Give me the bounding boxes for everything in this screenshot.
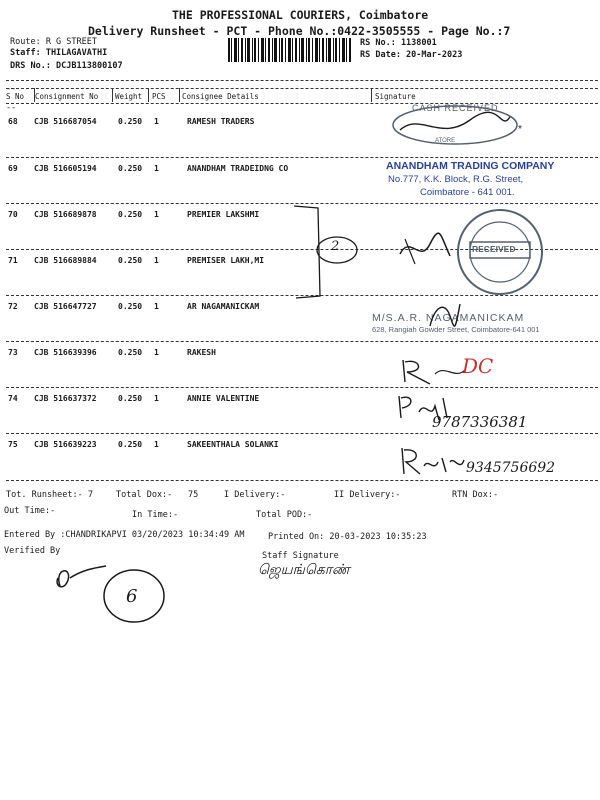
row-sno: 69 — [8, 164, 18, 173]
row-pcs: 1 — [154, 164, 159, 173]
row-consignment: CJB 516637372 — [34, 394, 97, 403]
out-time: Out Time:- — [4, 506, 56, 516]
row-consignee: PREMISER LAKH,MI — [187, 256, 265, 265]
row-sno: 72 — [8, 302, 18, 311]
verified-signature — [50, 556, 170, 626]
row-74-phone: 9787336381 — [432, 413, 528, 431]
row-consignment: CJB 516687054 — [34, 117, 97, 126]
col-sep — [148, 88, 149, 102]
row-consignment: CJB 516647727 — [34, 302, 97, 311]
row-consignment: CJB 516639223 — [34, 440, 97, 449]
nagamanickam-address: 628, Rangiah Gowder Street, Coimbatore-641 001 — [372, 325, 540, 334]
col-sep — [34, 88, 35, 102]
row-sno: 73 — [8, 348, 18, 357]
row-sno: 74 — [8, 394, 18, 403]
row-72-signature — [425, 296, 465, 336]
barcode — [228, 38, 353, 62]
row-weight: 0.250 — [118, 302, 143, 311]
cash-received-text: CASH RECEIVED — [412, 103, 499, 113]
rtn-dox: RTN Dox:- — [452, 490, 499, 500]
nagamanickam-stamp: M/S.A.R. NAGAMANICKAM — [372, 312, 525, 324]
row-consignee: ANNIE VALENTINE — [187, 394, 260, 403]
row-weight: 0.250 — [118, 164, 143, 173]
row-pcs: 1 — [154, 440, 159, 449]
row-pcs: 1 — [154, 302, 159, 311]
row-divider — [6, 341, 598, 342]
col-sno: S No — [6, 92, 25, 101]
row-consignment: CJB 516689884 — [34, 256, 97, 265]
row-sno: 68 — [8, 117, 18, 126]
rs-date: RS Date: 20-Mar-2023 — [360, 50, 463, 60]
i-delivery: I Delivery:- — [224, 490, 286, 500]
route-label: Route: R G STREET — [10, 37, 97, 47]
row-divider — [6, 433, 598, 434]
row-consignment: CJB 516689878 — [34, 210, 97, 219]
row-weight: 0.250 — [118, 348, 143, 357]
row-weight: 0.250 — [118, 256, 143, 265]
header-top-rule — [6, 80, 598, 81]
row-weight: 0.250 — [118, 117, 143, 126]
entered-by: Entered By :CHANDRIKAPVI 03/20/2023 10:34:49 AM — [4, 530, 245, 540]
row-consignee: SAKEENTHALA SOLANKI — [187, 440, 279, 449]
row-75-phone: 9345756692 — [466, 460, 556, 476]
row-weight: 0.250 — [118, 210, 143, 219]
verified-circled-6: 6 — [126, 586, 138, 607]
in-time: In Time:- — [132, 510, 179, 520]
total-dox-label: Total Dox:- — [116, 490, 173, 500]
total-dox-value: 75 — [188, 490, 199, 500]
row-75-signature — [398, 444, 468, 480]
row-pcs: 1 — [154, 256, 159, 265]
row-consignment: CJB 516605194 — [34, 164, 97, 173]
row-consignment: CJB 516639396 — [34, 348, 97, 357]
row-weight: 0.250 — [118, 394, 143, 403]
svg-text:*: * — [518, 124, 522, 135]
staff-signature-label: Staff Signature — [262, 551, 339, 561]
tot-runsheet: Tot. Runsheet:- 7 — [6, 490, 93, 500]
row-pcs: 1 — [154, 117, 159, 126]
header-dash-mark: -- — [6, 84, 17, 94]
col-sep — [112, 88, 113, 102]
header-dash-mark: -- — [6, 103, 17, 113]
anandham-address-line2: Coimbatore - 641 001. — [420, 187, 515, 198]
row-consignee: ANANDHAM TRADEIDNG CO — [187, 164, 289, 173]
drs-number: DRS No.: DCJB113800107 — [10, 61, 123, 71]
col-pcs: PCS — [152, 92, 166, 101]
total-pod: Total POD:- — [256, 510, 313, 520]
runsheet-subtitle: Delivery Runsheet - PCT - Phone No.:0422-3505555 - Page No.:7 — [88, 24, 511, 38]
col-weight: Weight — [115, 92, 143, 101]
row-consignee: AR NAGAMANICKAM — [187, 302, 260, 311]
row-sno: 70 — [8, 210, 18, 219]
row-73-dc-mark: DC — [462, 354, 494, 378]
received-seal-text: RECEIVED — [472, 244, 516, 254]
rs-number: RS No.: 1138001 — [360, 38, 437, 48]
ii-delivery: II Delivery:- — [334, 490, 401, 500]
row-divider — [6, 157, 598, 158]
row-pcs: 1 — [154, 210, 159, 219]
staff-label: Staff: THILAGAVATHI — [10, 48, 108, 58]
col-consignee: Consignee Details — [182, 92, 259, 101]
anandham-address-line1: No.777, K.K. Block, R.G. Street, — [388, 174, 524, 185]
col-sep — [179, 88, 180, 102]
anandham-company-stamp: ANANDHAM TRADING COMPANY — [386, 160, 555, 172]
row-weight: 0.250 — [118, 440, 143, 449]
col-consignment: Consignment No — [35, 92, 99, 101]
verified-by: Verified By — [4, 546, 61, 556]
svg-text:ATORE: ATORE — [435, 138, 456, 144]
handwritten-2: 2 — [331, 239, 340, 254]
row-sno: 71 — [8, 256, 18, 265]
rows-70-71-marks — [290, 204, 580, 304]
staff-signature: ஜெயங்கொண் — [258, 562, 350, 578]
row-consignee: PREMIER LAKSHMI — [187, 210, 260, 219]
row-pcs: 1 — [154, 348, 159, 357]
col-sep — [371, 88, 372, 102]
row-consignee: RAKESH — [187, 348, 216, 357]
row-divider — [6, 480, 598, 481]
company-title: THE PROFESSIONAL COURIERS, Coimbatore — [172, 8, 429, 22]
row-pcs: 1 — [154, 394, 159, 403]
row-sno: 75 — [8, 440, 18, 449]
printed-on: Printed On: 20-03-2023 10:35:23 — [268, 532, 427, 542]
row-consignee: RAMESH TRADERS — [187, 117, 255, 126]
col-signature: Signature — [375, 92, 416, 101]
